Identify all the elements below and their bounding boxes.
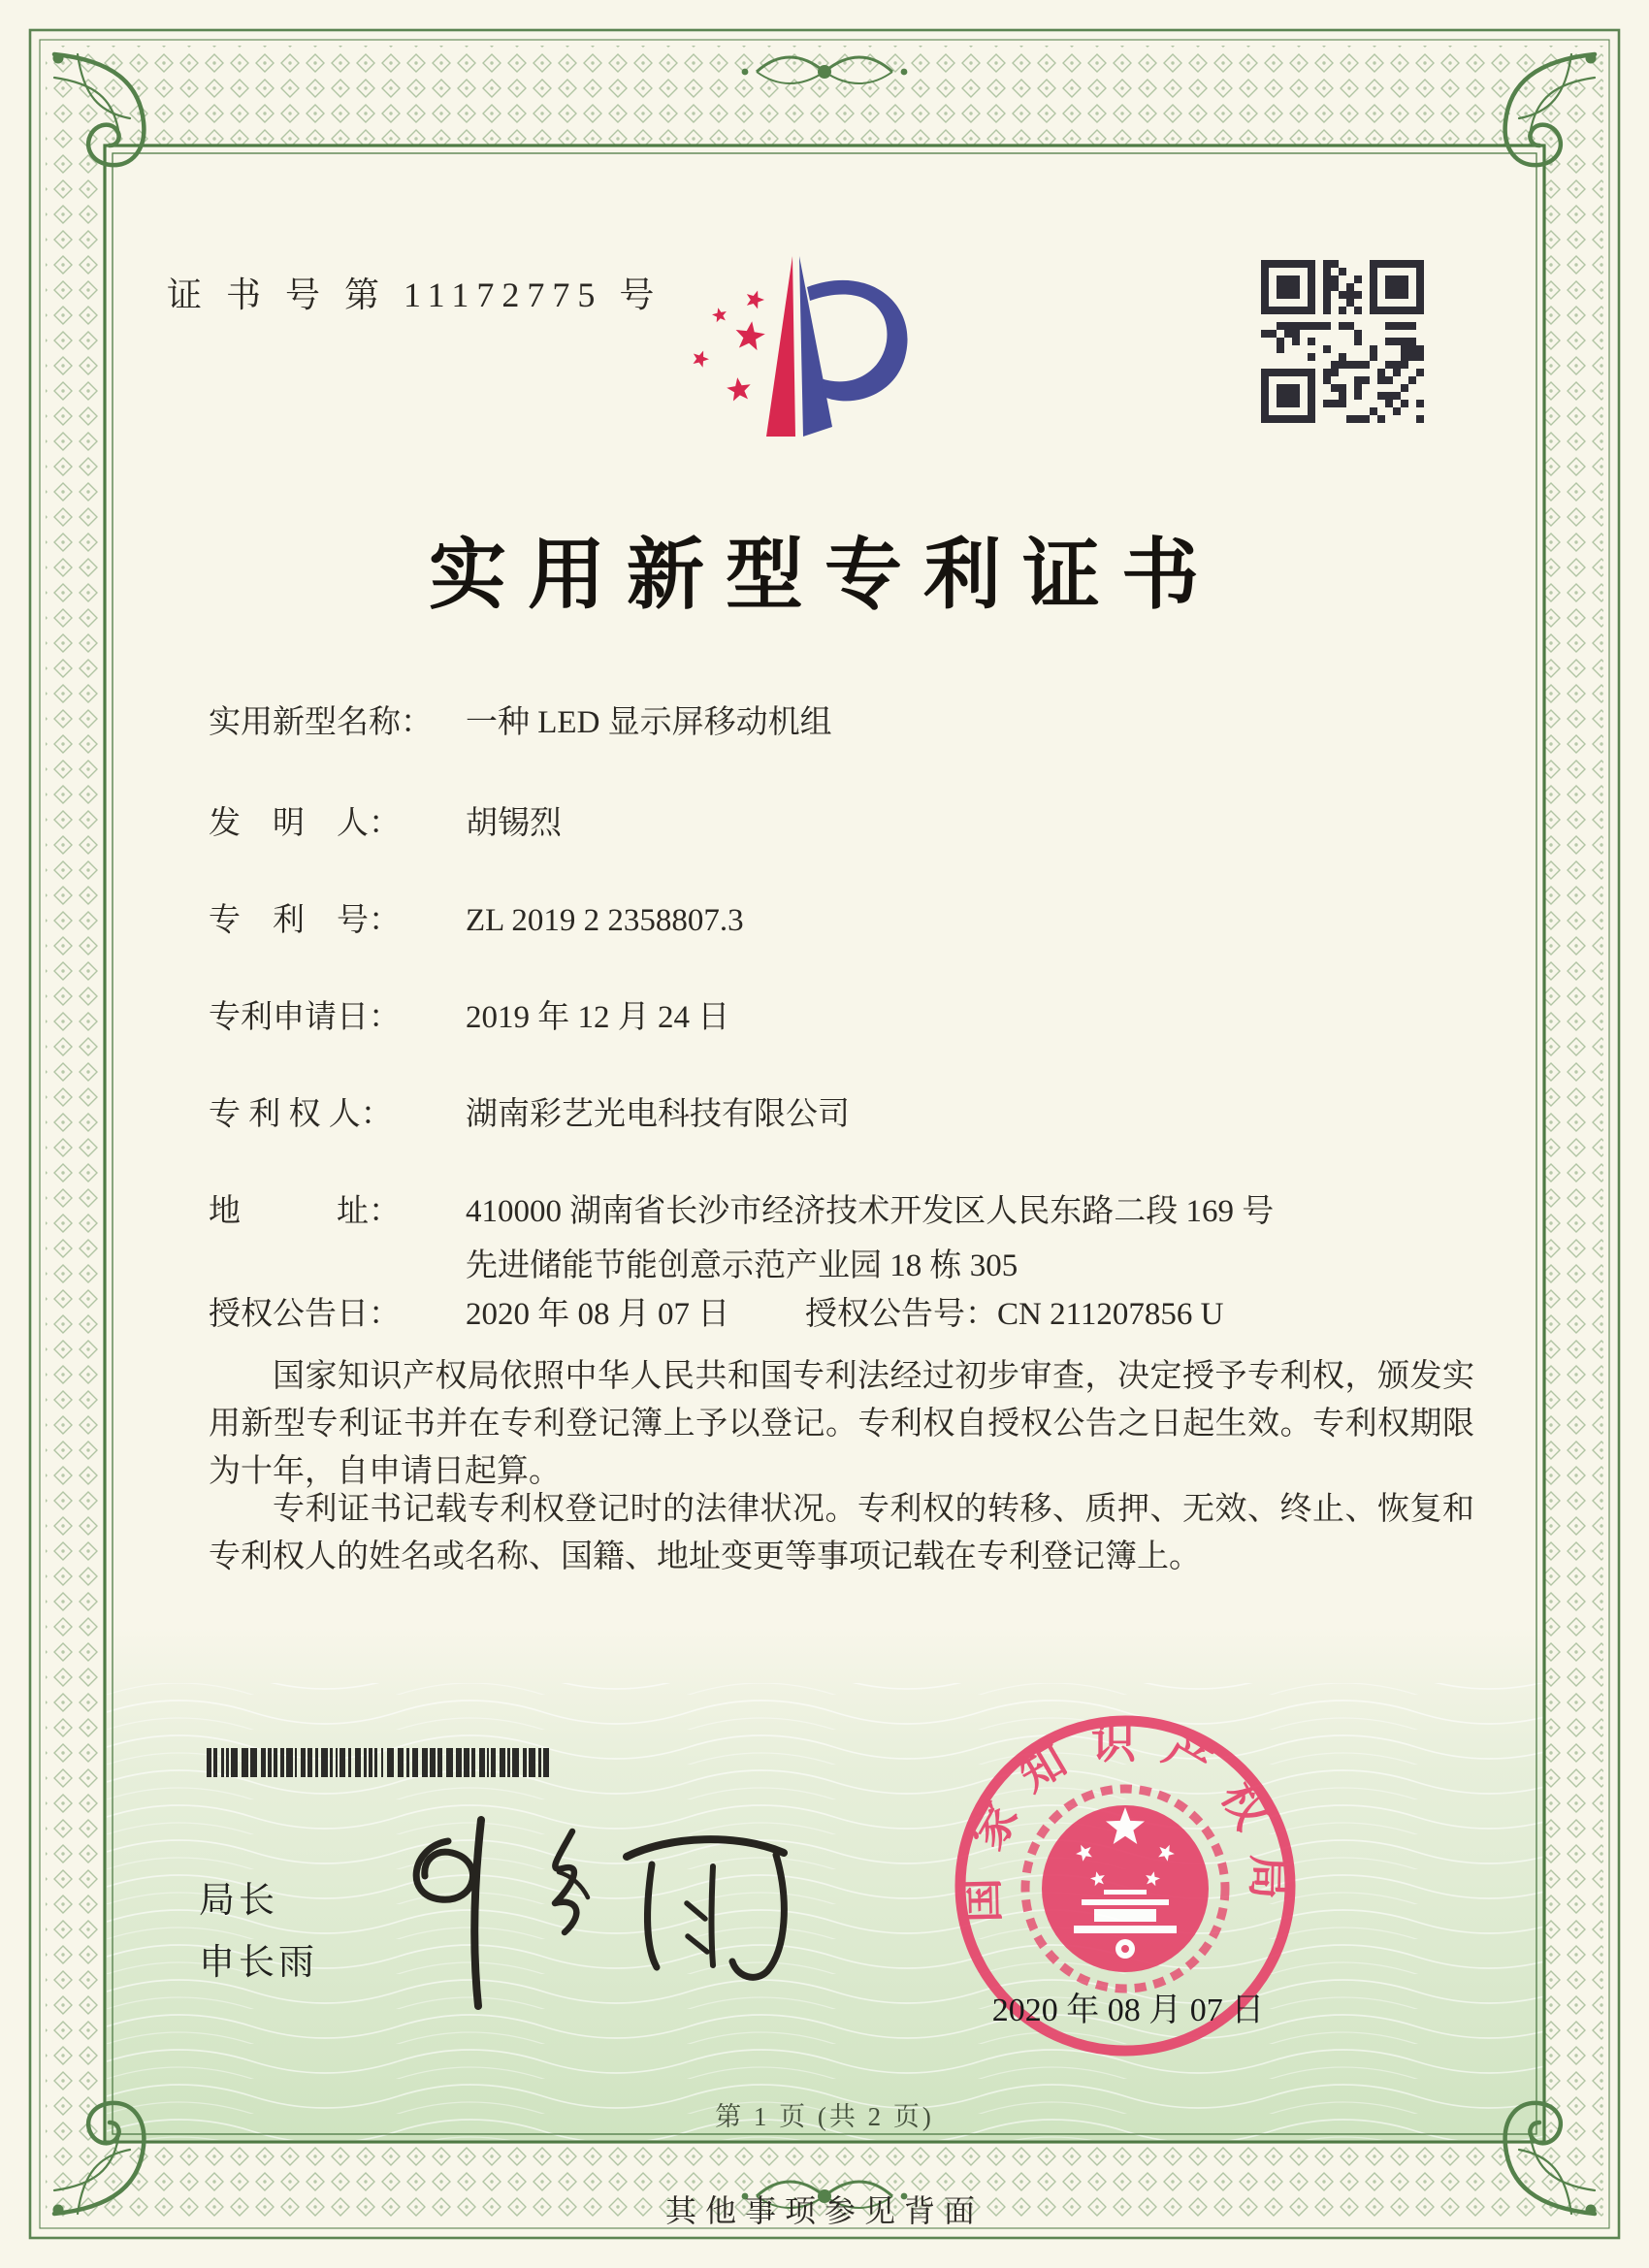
field-label: 专利申请日：	[209, 1000, 401, 1035]
field-row-address	[209, 1185, 1274, 1231]
field-row-patentee	[209, 1088, 850, 1134]
field-label: 专 利 权 人：	[209, 1097, 393, 1132]
certificate-title: 实用新型专利证书	[429, 534, 1220, 619]
signature-shen-changyu	[367, 1812, 823, 2016]
field-row-inventor	[209, 797, 562, 843]
legal-paragraph-1: 国家知识产权局依照中华人民共和国专利法经过初步审查，决定授予专利权，颁发实用新型专利证书并在专利登记簿上予以登记。专利权自授权公告之日起生效。专利权期限为十年，自申请日起算。	[209, 1359, 1474, 1489]
field-value: 湖南彩艺光电科技有限公司	[466, 1097, 850, 1132]
field-row-utility-name	[209, 697, 832, 742]
field-value: ZL 2019 2 2358807.3	[466, 903, 744, 938]
field-value: 一种 LED 显示屏移动机组	[466, 705, 832, 740]
field-value: CN 211207856 U	[997, 1297, 1224, 1332]
legal-paragraph-2: 专利证书记载专利权登记时的法律状况。专利权的转移、质押、无效、终止、恢复和专利权人的姓名或名称、国籍、地址变更等事项记载在专利登记簿上。	[209, 1492, 1474, 1574]
field-label: 发 明 人：	[209, 806, 401, 841]
field-pair-grant-number	[805, 1288, 1223, 1334]
field-value: 2019 年 12 月 24 日	[466, 1000, 730, 1035]
seal-ring-text: 国家知识产权局	[956, 1717, 1294, 1924]
seal-date: 2020 年 08 月 07 日	[991, 1993, 1265, 2028]
signer-name: 申长雨	[199, 1942, 318, 1982]
cnipa-logo-icon	[674, 244, 926, 450]
field-label: 授权公告号：	[805, 1297, 997, 1332]
field-label: 地 址：	[209, 1194, 401, 1229]
signer-title: 局长	[199, 1880, 278, 1920]
field-label: 专 利 号：	[209, 903, 401, 938]
field-value-address-line2: 先进储能节能创意示范产业园 18 栋 305	[466, 1248, 1018, 1283]
field-label: 授权公告日：	[209, 1297, 401, 1332]
page-indicator: 第 1 页 (共 2 页)	[715, 2102, 934, 2131]
back-side-note: 其他事项参见背面	[664, 2193, 984, 2228]
field-value: 410000 湖南省长沙市经济技术开发区人民东路二段 169 号	[466, 1194, 1275, 1229]
field-label: 实用新型名称：	[209, 705, 433, 740]
field-row-grant	[209, 1288, 1224, 1334]
qr-code	[1261, 260, 1424, 423]
field-value: 胡锡烈	[466, 806, 562, 841]
barcode	[207, 1748, 552, 1777]
field-row-filing-date	[209, 991, 729, 1037]
field-value: 2020 年 08 月 07 日	[466, 1297, 730, 1332]
field-row-patent-number	[209, 894, 744, 940]
certificate-number: 证 书 号 第 11172775 号	[167, 275, 663, 314]
